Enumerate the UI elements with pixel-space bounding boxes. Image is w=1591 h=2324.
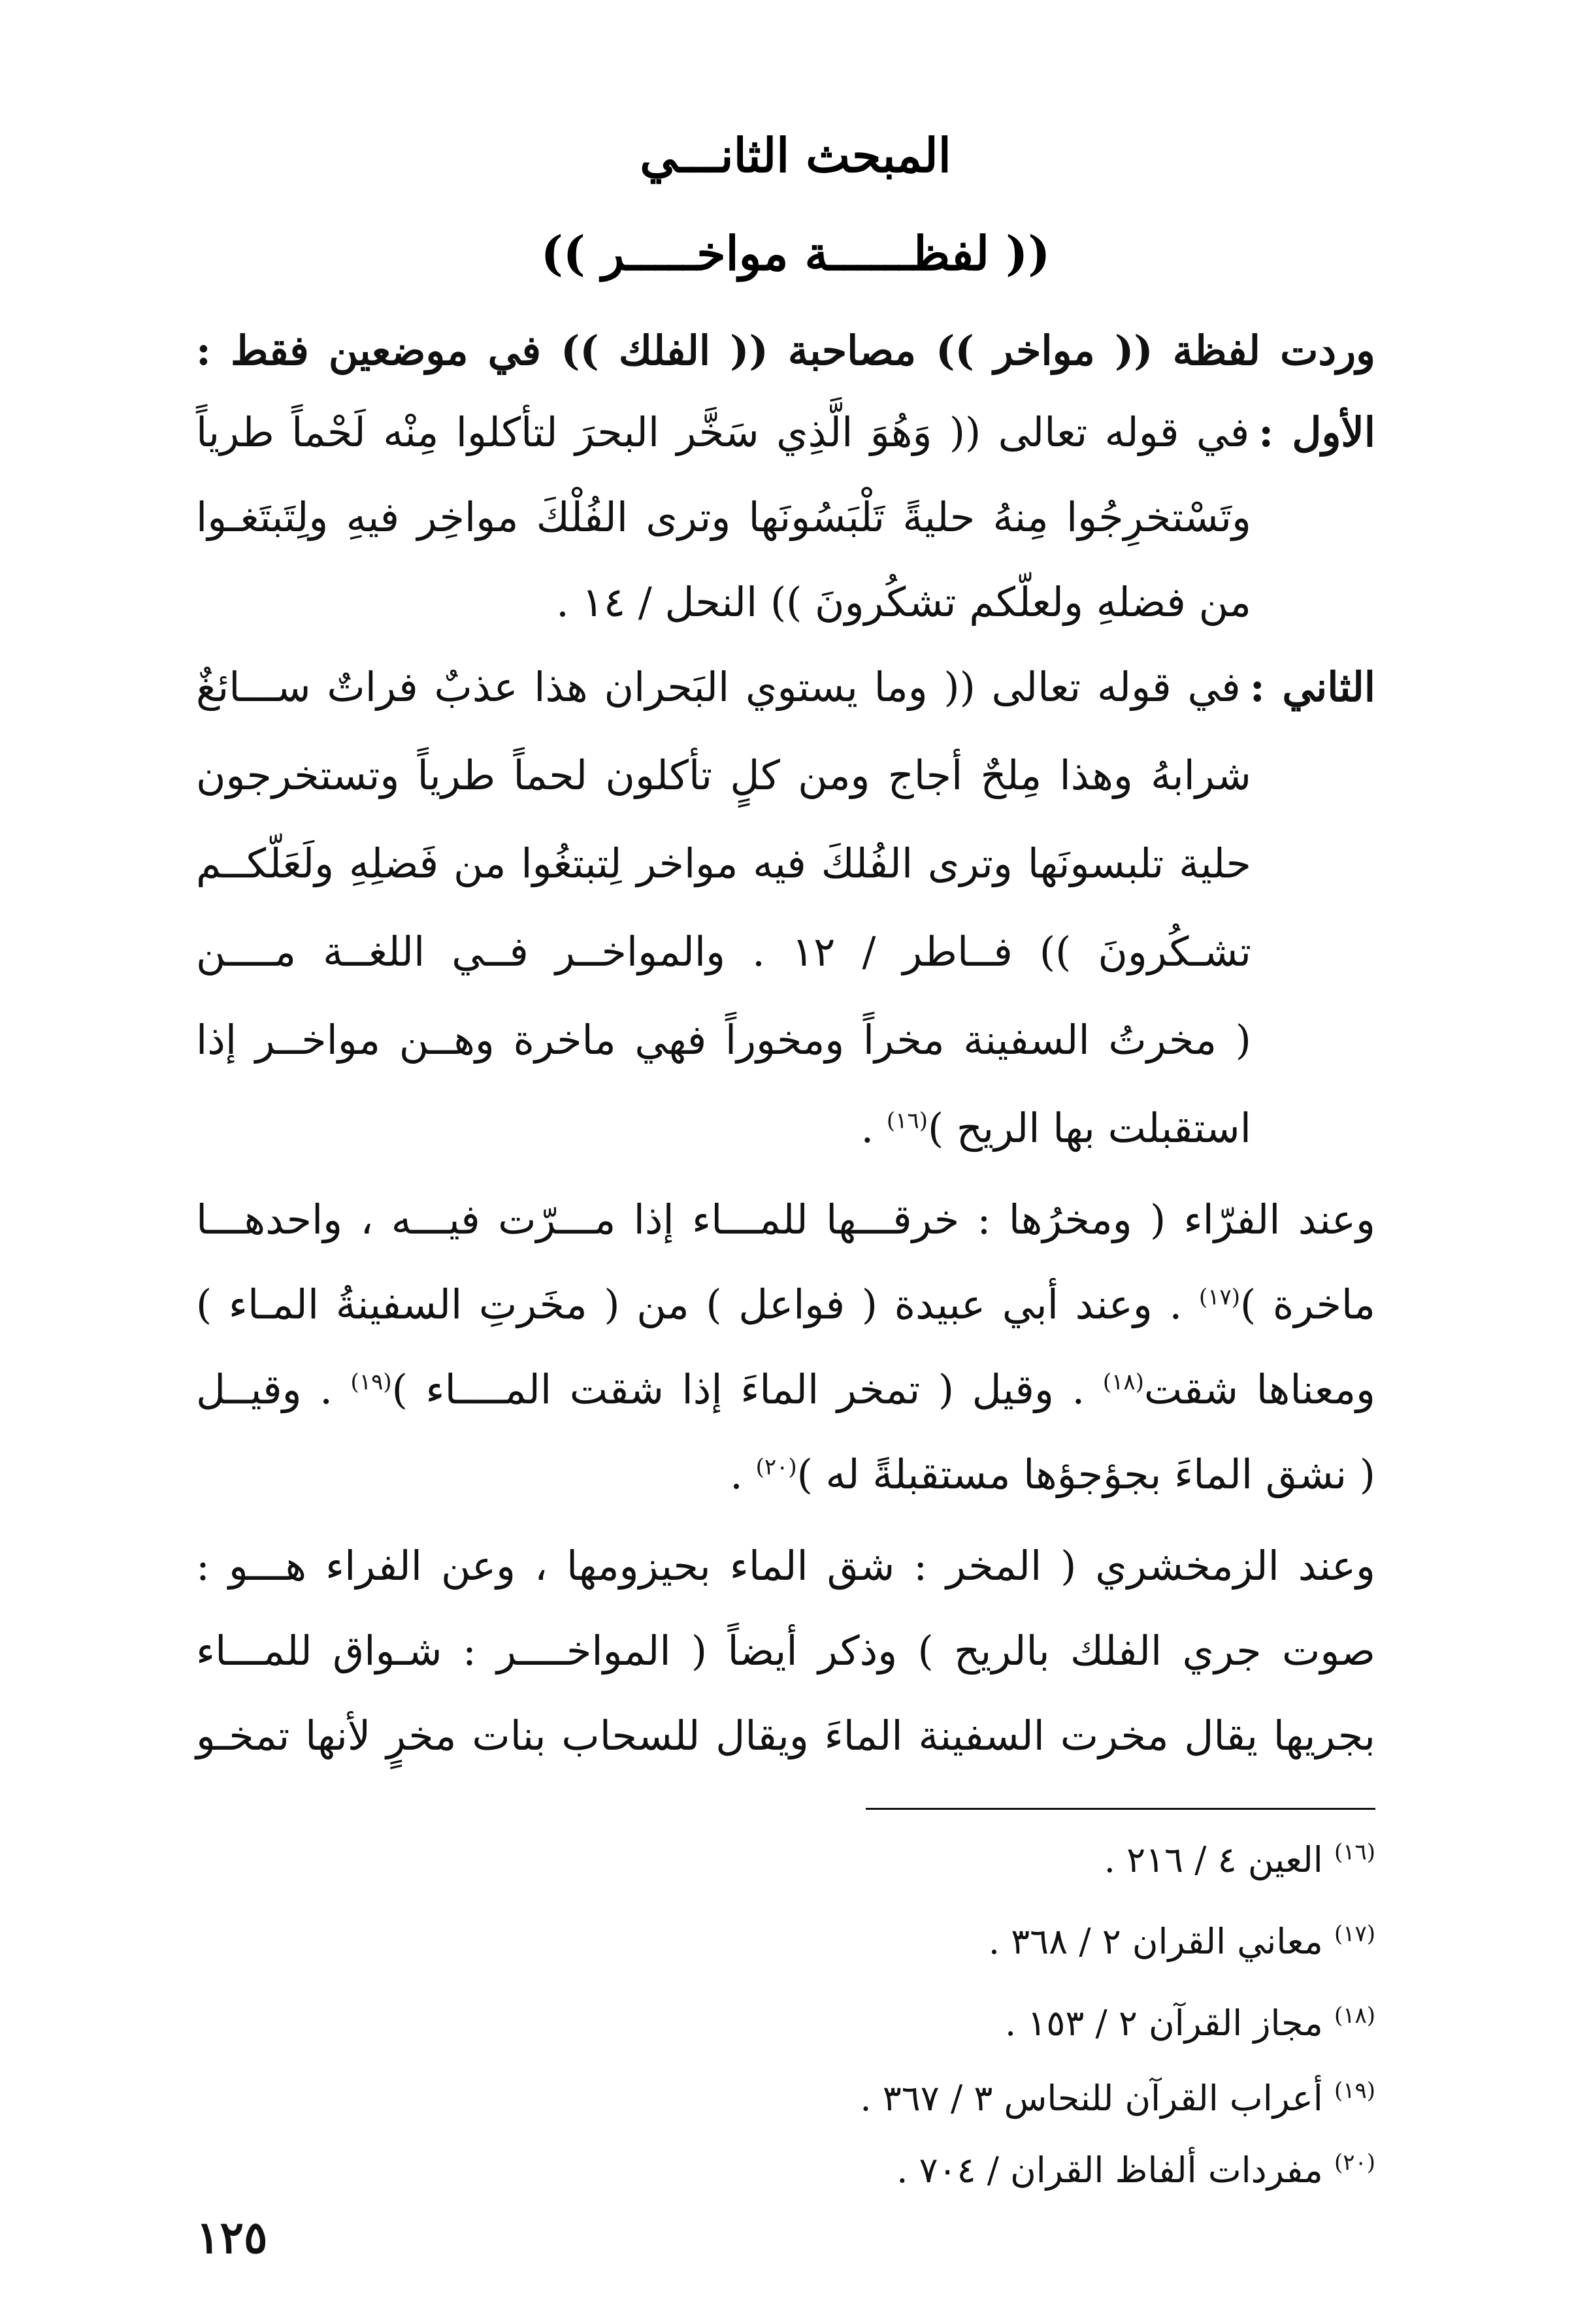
- second-verse-line-5: ( مخرتُ السفينة مخراً ومخوراً فهي ماخرة وهــن مواخــر إذا: [196, 1016, 1251, 1064]
- footnote-text: العين ٤ / ٢١٦ .: [1104, 1839, 1323, 1880]
- footnote-ref-20[interactable]: (٢٠): [755, 1454, 797, 1481]
- paragraph3-text-2a: ماخرة ): [1240, 1281, 1376, 1328]
- page-number: ١٢٥: [196, 2212, 268, 2264]
- intro-line: وردت لفظة (( مواخر )) مصاحبة (( الفلك )) في موضعين فقط :: [196, 327, 1375, 374]
- footnote-text: أعراب القرآن للنحاس ٣ / ٣٦٧ .: [860, 2078, 1323, 2119]
- second-verse-line-2: شرابهُ وهذا مِلحٌ أجاج ومن كلٍ تأكلون لحماً طرياً وتستخرجون: [196, 751, 1251, 799]
- footnote-separator: [866, 1808, 1375, 1810]
- footnote-number: (٢٠): [1334, 2150, 1375, 2176]
- footnote-ref-19[interactable]: (١٩): [350, 1369, 392, 1396]
- second-verse-line-3: حلية تلبسونَها وترى الفُلكَ فيه مواخر لِتبتغُوا من فَضلِهِ ولَعَلّكــم: [196, 840, 1251, 887]
- footnote-19: [860, 2078, 1375, 2119]
- footnote-text: مجاز القرآن ٢ / ١٥٣ .: [1004, 2003, 1323, 2044]
- paragraph3-line-1: وعند الفرّاء ( ومخرُها : خرقـــها للمـــاء إذا مـــرّت فيـــه ، واحدهـــا: [196, 1196, 1375, 1243]
- section-title: المبحث الثانـــي: [640, 127, 951, 183]
- footnote-text: مفردات ألفاظ القران / ٧٠٤ .: [896, 2150, 1323, 2191]
- footnote-ref-16[interactable]: (١٦): [886, 1107, 928, 1134]
- first-verse-text-1: في قوله تعالى (( وَهُوَ الَّذِي سَخَّر البحرَ لتأكلوا مِنْه لَحْماً طرياً: [196, 408, 1250, 456]
- first-verse-line-1: [196, 408, 1375, 456]
- second-label: الثاني :: [1249, 663, 1376, 711]
- paragraph3-line-4: [196, 1450, 1375, 1498]
- footnote-18: [1005, 2003, 1375, 2044]
- section-subtitle: (( لفظــــــة مواخـــــر )): [540, 225, 1051, 281]
- first-verse-line-3: من فضلهِ ولعلّكم تشكُرونَ )) النحل / ١٤ .: [556, 578, 1251, 626]
- footnote-16: [1104, 1839, 1375, 1880]
- paragraph4-line-2: صوت جري الفلك بالريح ) وذكر أيضاً ( المواخــــر : شـواق للمـــاء: [196, 1627, 1375, 1675]
- footnote-number: (١٦): [1334, 1839, 1375, 1865]
- paragraph3-text-3a: ومعناها شقت: [1143, 1366, 1375, 1413]
- paragraph4-line-3: بجريها يقال مخرت السفينة الماءَ ويقال للسحاب بنات مخرٍ لأنها تمخـو: [196, 1712, 1375, 1759]
- second-verse-line-4: تشـكُرونَ )) فــاطر / ١٢ . والمواخــر فــي اللغــة مــــن: [196, 928, 1251, 975]
- footnote-ref-17[interactable]: (١٧): [1198, 1284, 1240, 1311]
- second-verse-line-1: [196, 663, 1375, 711]
- paragraph3-text-3c: . وقيــل: [196, 1366, 351, 1413]
- footnote-number: (١٧): [1334, 1921, 1375, 1947]
- paragraph3-text-3b: . وقيل ( تمخر الماءَ إذا شقت المــــاء ): [391, 1366, 1103, 1413]
- footnote-text: معاني القران ٢ / ٣٦٨ .: [988, 1921, 1323, 1962]
- first-label: الأول :: [1258, 408, 1375, 456]
- paragraph3-line-3: [196, 1366, 1375, 1413]
- second-verse-line-6: [196, 1104, 1251, 1152]
- paragraph3-text-4b: .: [730, 1450, 756, 1498]
- footnote-17: [989, 1921, 1375, 1962]
- footnote-20: [896, 2150, 1375, 2191]
- paragraph3-text-4a: ( نشق الماءَ بجؤجؤها مستقبلةً له ): [796, 1450, 1375, 1498]
- first-verse-line-2: وتَسْتخرِجُوا مِنهُ حليةً تَلْبَسُونَها وترى الفُلْكَ مواخِر فيهِ ولِتَبتَغـوا: [196, 493, 1251, 541]
- paragraph4-line-1: وعند الزمخشري ( المخر : شق الماء بحيزومها ، وعن الفراء هـــو :: [196, 1542, 1375, 1590]
- paragraph3-line-2: [196, 1281, 1375, 1328]
- second-verse-end-6: .: [861, 1104, 887, 1152]
- second-verse-text-6: استقبلت بها الريح ): [927, 1104, 1251, 1152]
- footnote-number: (١٨): [1334, 2003, 1375, 2029]
- paragraph3-text-2b: . وعند أبي عبيدة ( فواعل ) من ( مخَرتِ السفينةُ المـاء ): [196, 1281, 1199, 1328]
- second-verse-text-1: في قوله تعالى (( وما يستوي البَحران هذا عذبٌ فراتٌ ســـائغٌ: [196, 663, 1241, 711]
- footnote-number: (١٩): [1334, 2078, 1375, 2104]
- footnote-ref-18[interactable]: (١٨): [1102, 1369, 1144, 1396]
